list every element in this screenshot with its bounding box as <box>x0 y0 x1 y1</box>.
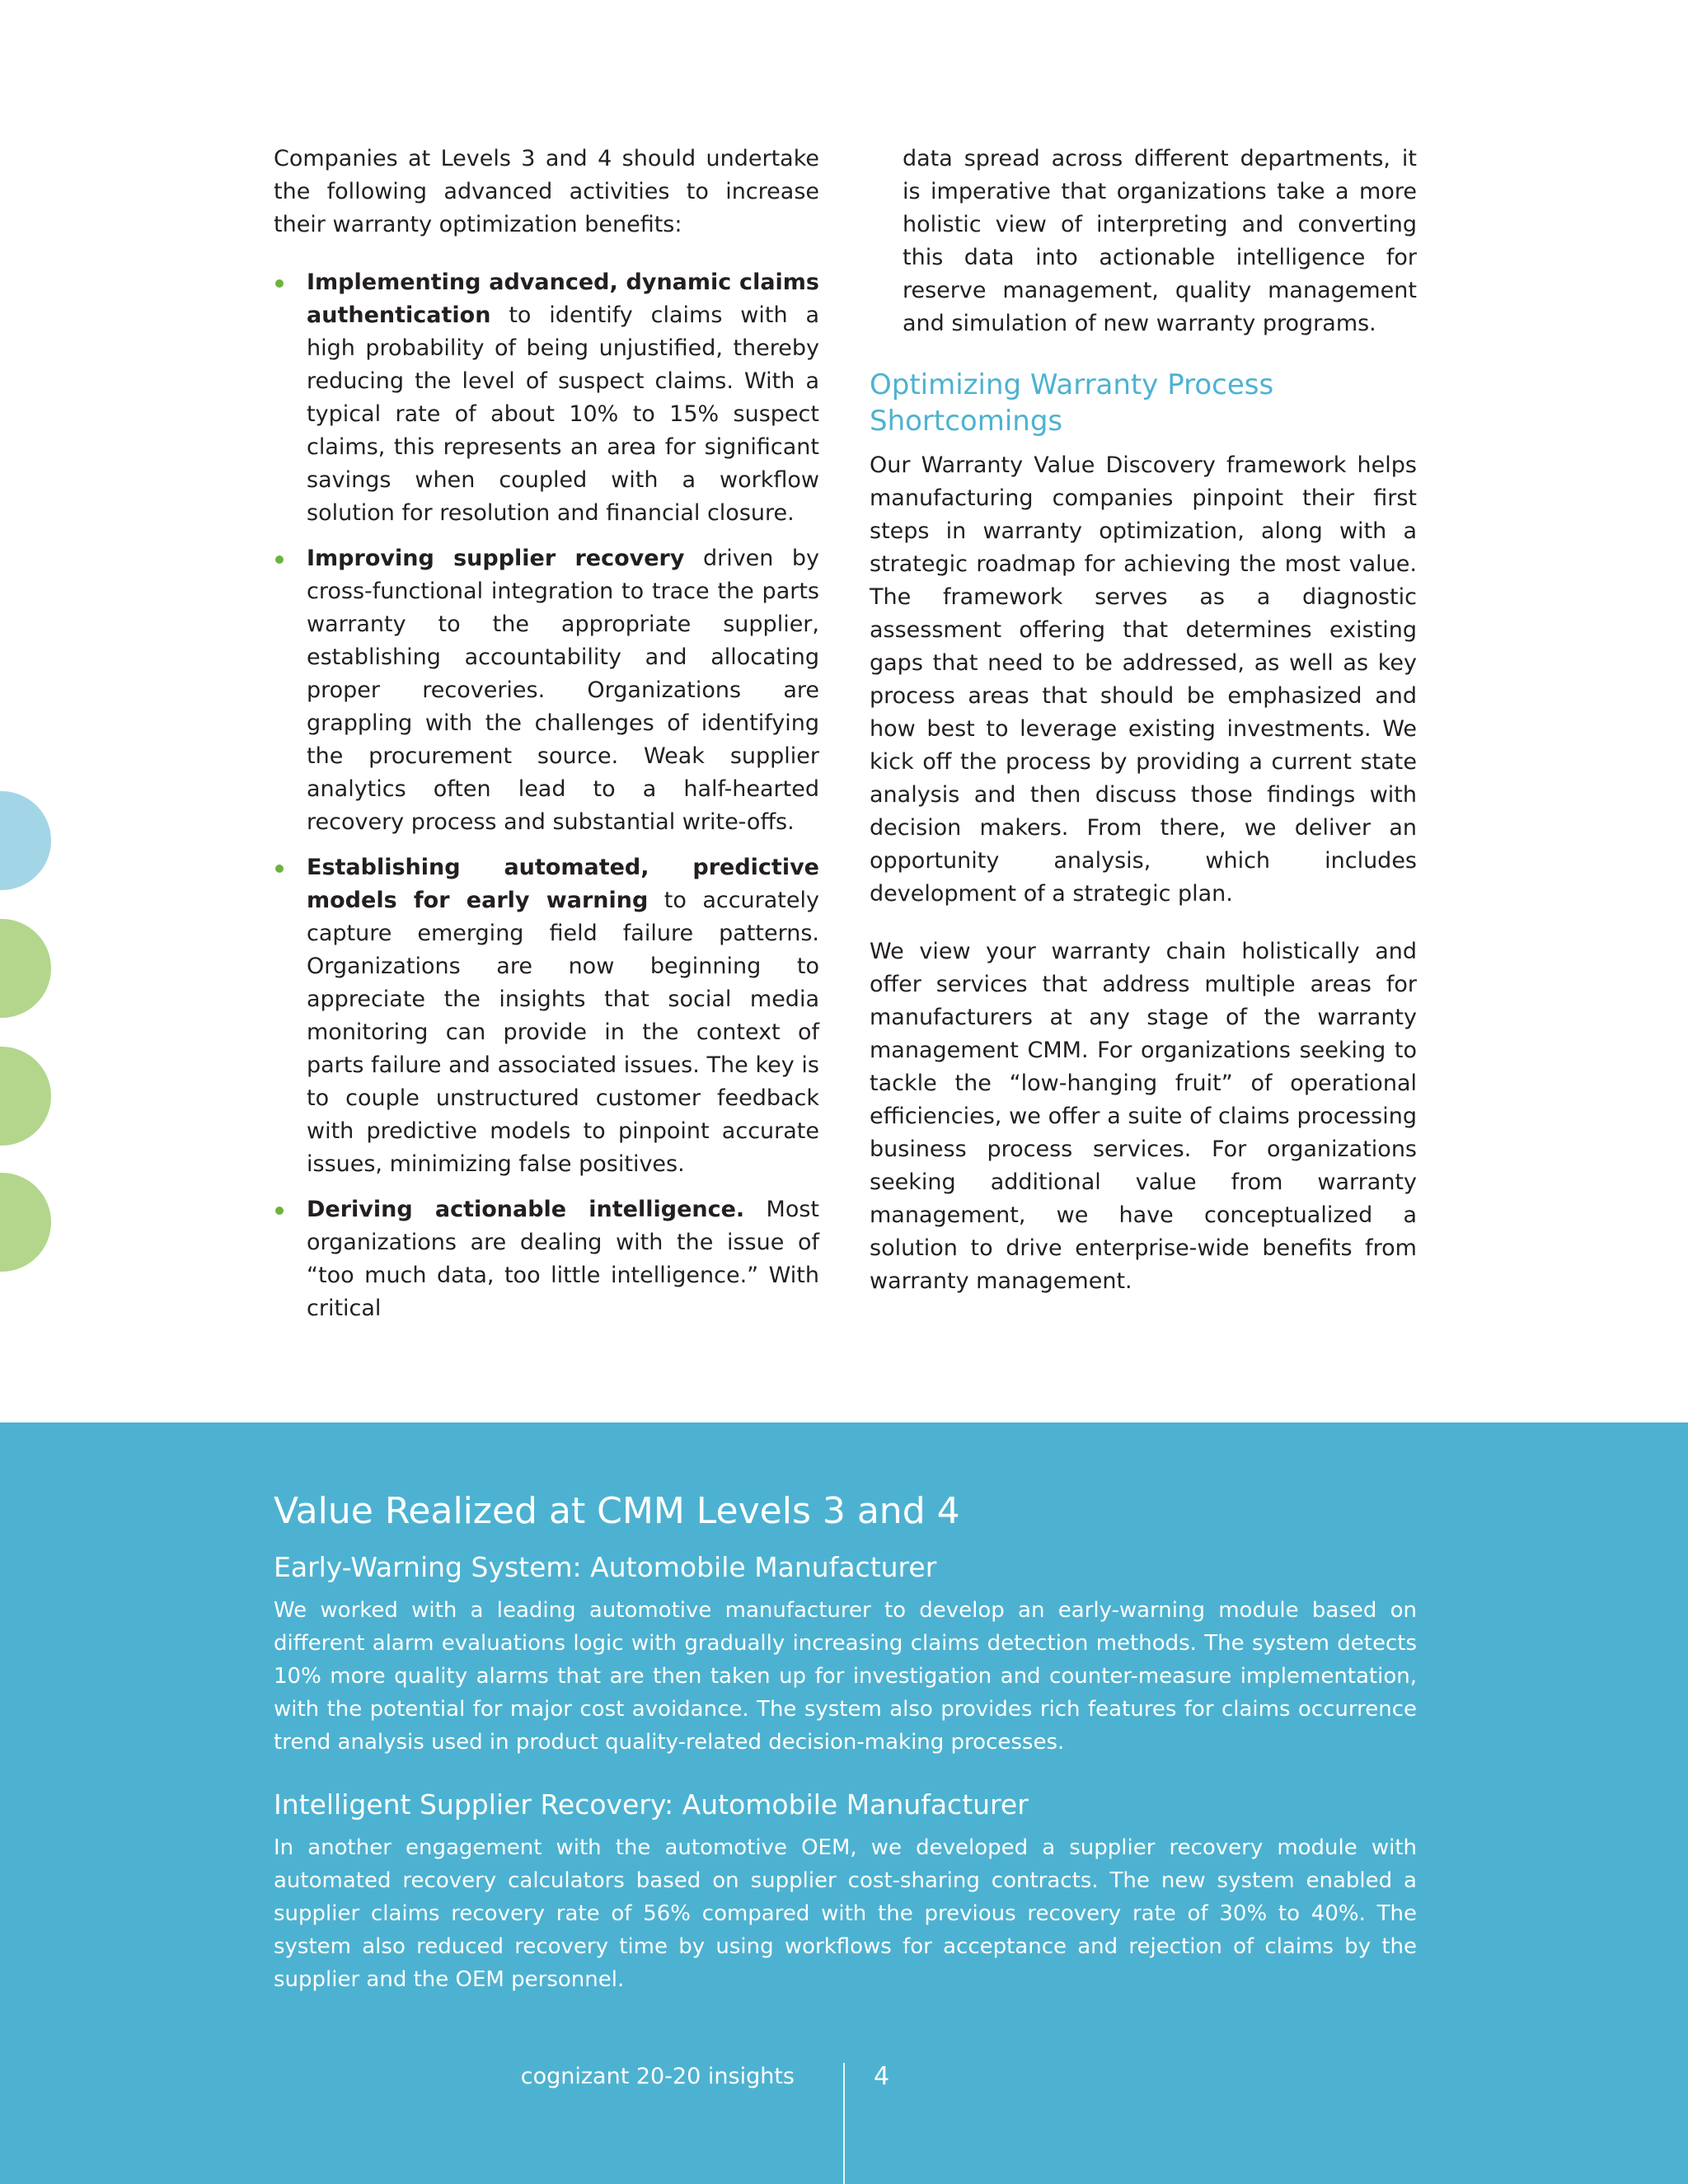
list-item <box>274 266 819 530</box>
left-column <box>274 143 819 1338</box>
activities-list <box>274 266 819 1325</box>
list-item-bold: Establishing automated, predictive models for early warning <box>307 855 819 913</box>
footer-divider <box>843 2063 845 2184</box>
footer-brand: cognizant 20-20 insights <box>520 2064 795 2089</box>
intro-paragraph: Companies at Levels 3 and 4 should undertake the following advanced activities to increase their warranty optimization benefits: <box>274 146 819 237</box>
list-item-text: to identify claims with a high probability of being unjustified, thereby reducing the level of suspect claims. With a typical rate of about 10% to 15% suspect claims, this represents an area for significant savings when coupled with a workflow solution for resolution and financial closure. <box>307 302 819 526</box>
list-item-text: to accurately capture emerging field failure patterns. Organizations are now beginning to appreciate the insights that social media monitoring can provide in the context of parts failure and associated issues. The key is to couple unstructured customer feedback with predictive models to pinpoint accurate issues, minimizing false positives. <box>307 888 819 1177</box>
bullet-dot-icon <box>275 279 284 288</box>
case-study-text: In another engagement with the automotive OEM, we developed a supplier recovery module with automated recovery calculators based on supplier cost-sharing contracts. The new system enabled a supplier claims recovery rate of 56% compared with the previous recovery rate of 30% to 40%. The system also reduced recovery time by using workflows for acceptance and rejection of claims by the supplier and the OEM personnel. <box>274 1835 1417 1992</box>
decorative-dot-green <box>0 1047 51 1146</box>
list-item <box>274 851 819 1181</box>
body-paragraph: Our Warranty Value Discovery framework helps manufacturing companies pinpoint their first steps in warranty optimization, along with a strategic roadmap for achieving the most value. The framework serves as a diagnostic assessment offering that determines existing gaps that need to be addressed, as well as key process areas that should be emphasized and how best to leverage existing investments. We kick off the process by providing a current state analysis and then discuss those findings with decision makers. From there, we deliver an opportunity analysis, which includes development of a strategic plan. <box>870 452 1417 907</box>
list-item-text: driven by cross-functional integration to trace the parts warranty to the appropriate supplier, establishing accountability and allocating proper recoveries. Organizations are grappling with the challenges of identifying the procurement source. Weak supplier analytics often lead to a half-hearted recovery process and substantial write-offs. <box>307 546 819 835</box>
list-item-bold: Implementing advanced, dynamic claims authentication <box>307 269 819 328</box>
decorative-dot-green <box>0 919 51 1018</box>
right-column <box>870 143 1417 1323</box>
decorative-dot-green <box>0 1173 51 1272</box>
bullet-dot-icon <box>275 555 284 564</box>
section-heading: Optimizing Warranty Process Shortcomings <box>870 368 1274 438</box>
list-item-text: Most organizations are dealing with the issue of “too much data, too little intelligence.” With critical <box>307 1197 819 1321</box>
body-paragraph: We view your warranty chain holistically and offer services that address multiple areas for manufacturers at any stage of the warranty management CMM. For organizations seeking to tackle the “low-hanging fruit” of operational efficiencies, we offer a suite of claims processing business process services. For organizations seeking additional value from warranty management, we have conceptualized a solution to drive enterprise-wide benefits from warranty management. <box>870 939 1417 1294</box>
decorative-dot-blue <box>0 791 51 890</box>
list-item-bold: Improving supplier recovery <box>307 546 685 571</box>
bullet-dot-icon <box>275 865 284 873</box>
list-item <box>274 542 819 839</box>
page-number: 4 <box>874 2062 890 2091</box>
bullet-dot-icon <box>275 1207 284 1215</box>
case-study-title: Intelligent Supplier Recovery: Automobile Manufacturer <box>274 1788 1029 1821</box>
case-study-title: Early-Warning System: Automobile Manufacturer <box>274 1551 937 1583</box>
list-item <box>274 1193 819 1325</box>
callout-title: Value Realized at CMM Levels 3 and 4 <box>274 1490 960 1532</box>
list-item-bold: Deriving actionable intelligence. <box>307 1197 745 1222</box>
callout-content <box>274 1488 1417 2024</box>
continued-paragraph: data spread across different departments, it is imperative that organizations take a more holistic view of interpreting and converting this data into actionable intelligence for reserve management, quality management and simulation of new warranty programs. <box>903 146 1417 336</box>
case-study-text: We worked with a leading automotive manufacturer to develop an early-warning module based on different alarm evaluations logic with gradually increasing claims detection methods. The system detects 10% more quality alarms that are then taken up for investigation and counter-measure implementation, with the potential for major cost avoidance. The system also provides rich features for claims occurrence trend analysis used in product quality-related decision-making processes. <box>274 1598 1417 1755</box>
